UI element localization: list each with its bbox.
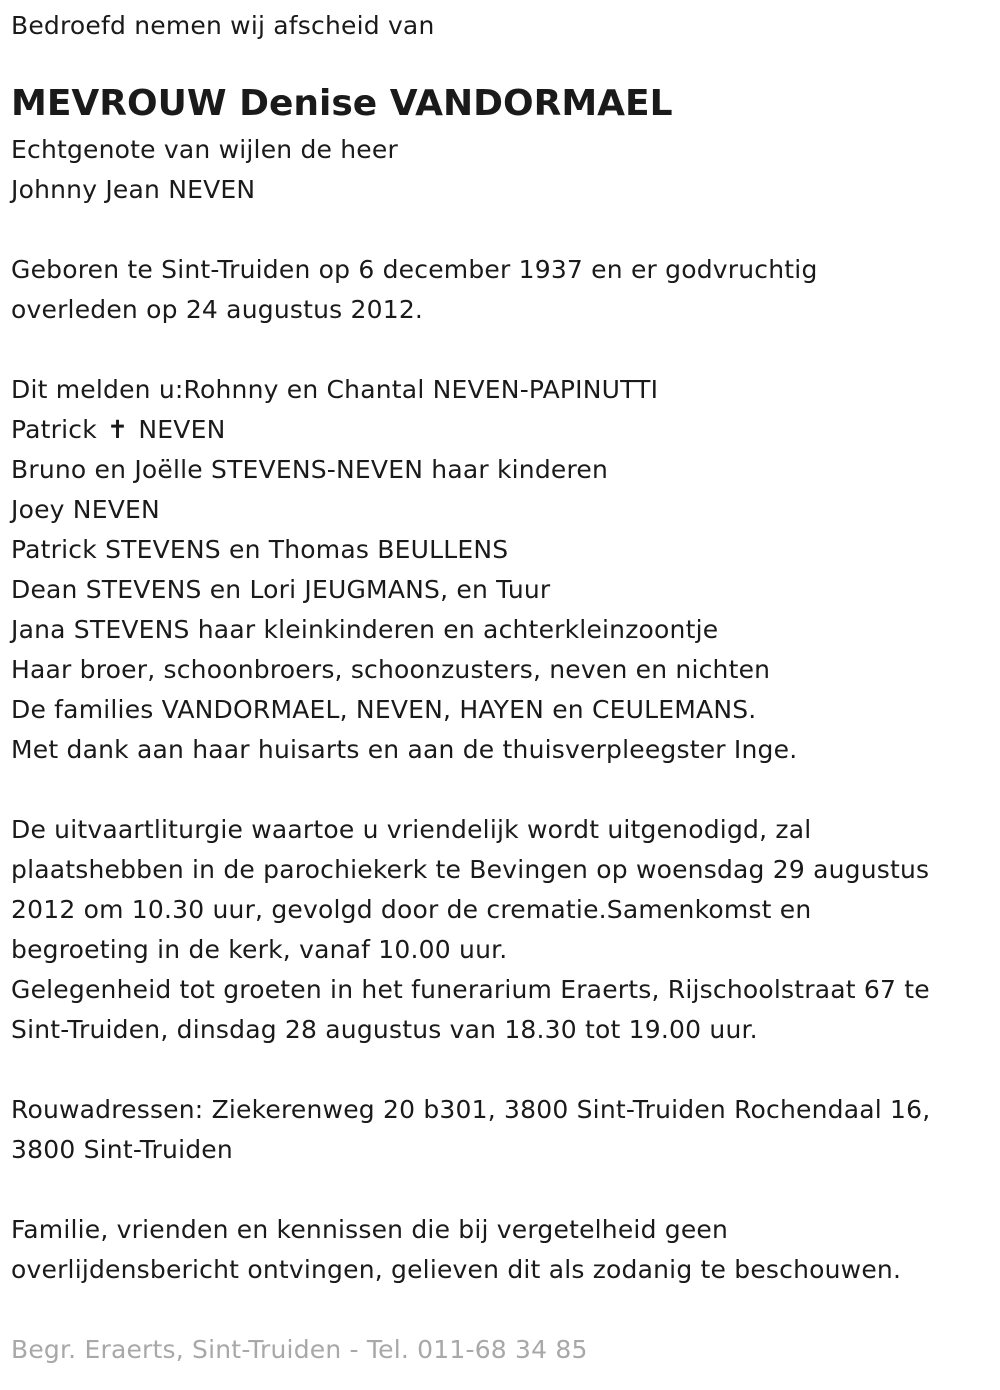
spacer — [11, 1170, 991, 1210]
closing-line-1: Familie, vrienden en kennissen die bij vergetelheid geen — [11, 1215, 729, 1244]
intro-text: Bedroefd nemen wij afscheid van — [11, 11, 435, 40]
family-line-1: Dit melden u:Rohnny en Chantal NEVEN-PAPINUTTI — [11, 375, 659, 404]
funeral-line-3: 2012 om 10.30 uur, gevolgd door de crematie.Samenkomst en — [11, 895, 812, 924]
funeral-line-4: begroeting in de kerk, vanaf 10.00 uur. — [11, 935, 508, 964]
closing-line-2: overlijdensbericht ontvingen, gelieven dit als zodanig te beschouwen. — [11, 1255, 902, 1284]
funeral-line-5: Gelegenheid tot groeten in het funerarium Eraerts, Rijschoolstraat 67 te — [11, 975, 930, 1004]
birth-line-1: Geboren te Sint-Truiden op 6 december 1937 en er godvruchtig — [11, 255, 818, 284]
deceased-name: MEVROUW Denise VANDORMAEL — [11, 83, 673, 124]
funeral-home-footer: Begr. Eraerts, Sint-Truiden - Tel. 011-68 34 85 — [11, 1335, 588, 1364]
family-line-3: Bruno en Joëlle STEVENS-NEVEN haar kinderen — [11, 455, 609, 484]
funeral-line-2: plaatshebben in de parochiekerk te Bevingen op woensdag 29 augustus — [11, 855, 930, 884]
spacer — [11, 1290, 991, 1330]
family-line-8: Haar broer, schoonbroers, schoonzusters, neven en nichten — [11, 655, 771, 684]
spouse-line-1: Echtgenote van wijlen de heer — [11, 135, 398, 164]
family-line-10: Met dank aan haar huisarts en aan de thuisverpleegster Inge. — [11, 735, 798, 764]
family-line-6: Dean STEVENS en Lori JEUGMANS, en Tuur — [11, 575, 551, 604]
family-line-4: Joey NEVEN — [11, 495, 160, 524]
spacer — [11, 770, 991, 810]
spacer — [11, 1050, 991, 1090]
cross-icon: ✝ — [107, 415, 129, 444]
spacer — [11, 210, 991, 250]
family-line-2 — [11, 410, 991, 450]
address-line-2: 3800 Sint-Truiden — [11, 1135, 233, 1164]
spouse-line-2: Johnny Jean NEVEN — [11, 175, 256, 204]
funeral-line-1: De uitvaartliturgie waartoe u vriendelijk wordt uitgenodigd, zal — [11, 815, 812, 844]
family-first-name: Patrick — [11, 415, 97, 444]
spacer — [11, 330, 991, 370]
address-line-1: Rouwadressen: Ziekerenweg 20 b301, 3800 Sint-Truiden Rochendaal 16, — [11, 1095, 931, 1124]
obituary-notice — [11, 6, 991, 1370]
family-line-9: De families VANDORMAEL, NEVEN, HAYEN en CEULEMANS. — [11, 695, 757, 724]
family-line-7: Jana STEVENS haar kleinkinderen en achterkleinzoontje — [11, 615, 719, 644]
family-last-name: NEVEN — [138, 415, 226, 444]
birth-line-2: overleden op 24 augustus 2012. — [11, 295, 424, 324]
funeral-line-6: Sint-Truiden, dinsdag 28 augustus van 18.30 tot 19.00 uur. — [11, 1015, 758, 1044]
family-line-5: Patrick STEVENS en Thomas BEULLENS — [11, 535, 509, 564]
